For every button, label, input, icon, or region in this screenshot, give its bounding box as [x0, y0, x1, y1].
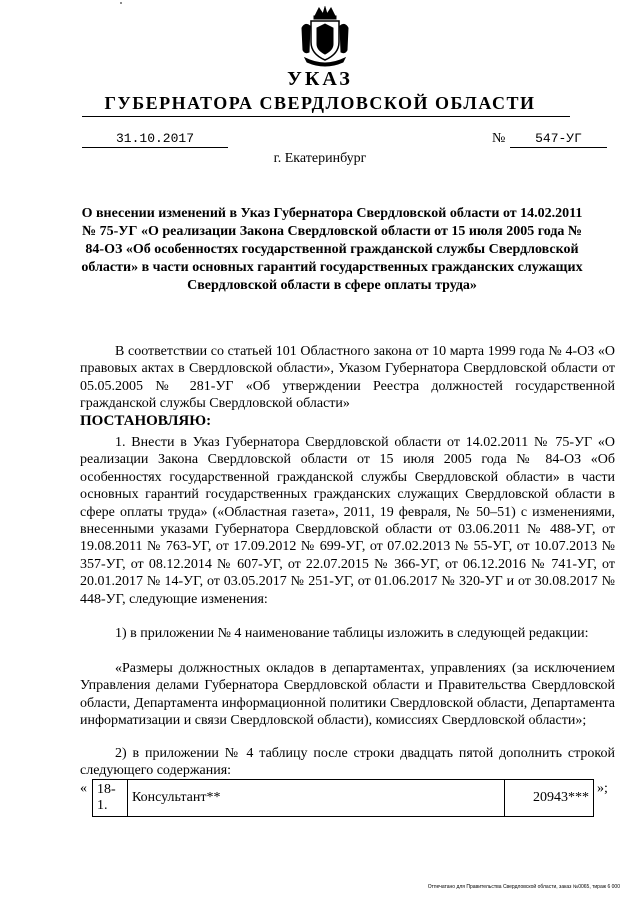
item-1-paragraph: 1. Внести в Указ Губернатора Свердловской области от 14.02.2011 № 75-УГ «О реализации Закона Свердловской области от 15 июля 2005 года № 84-ОЗ «Об особенностях государственной гражданской службы Свердловской области» в части основных гарантий государственных гражданских служащих Свердловской области в сфере оплаты труда» («Областная газета», 2011, 19 февраля, № 50–51) с изменениями, внесенными указами Губернатора Свердловской области от 03.06.2011 № 488-УГ, от 19.08.2011 № 763-УГ, от 17.09.2012 № 699-УГ, от 07.02.2013 № 55-УГ, от 10.07.2013 № 357-УГ, от 08.12.2014 № 607-УГ, от 22.07.2015 № 366-УГ, от 06.12.2016 № 741-УГ, от 20.01.2017 № 14-УГ, от 03.05.2017 № 251-УГ, от 01.06.2017 № 320-УГ и от 30.08.2017 № 448-УГ, следующие изменения: — [80, 435, 615, 607]
scan-dot — [120, 2, 122, 4]
sub-2-block — [80, 745, 615, 780]
document-title: УКАЗ — [287, 68, 353, 90]
sub-item-2-paragraph: 2) в приложении № 4 таблицу после строки двадцать пятой дополнить строкой следующего содержания: — [80, 746, 615, 779]
decree-heading: ПОСТАНОВЛЯЮ: — [80, 412, 212, 429]
intro-paragraph-block — [80, 343, 615, 430]
city: г. Екатеринбург — [273, 151, 367, 166]
coat-of-arms-emblem — [299, 6, 351, 68]
item-1-block — [80, 434, 615, 608]
table-cell-position: Консультант** — [128, 780, 505, 817]
sub-1-block — [80, 625, 615, 642]
table-cell-salary: 20943*** — [505, 780, 594, 817]
intro-paragraph: В соответствии со статьей 101 Областного закона от 10 марта 1999 года № 4-ОЗ «О правовых актах в Свердловской области», Указом Губернатора Свердловской области от 05.05.2005 № 281-УГ «Об утверждении Реестра должностей государственной гражданской службы Свердловской области» — [80, 344, 615, 412]
decree-subject: О внесении изменений в Указ Губернатора Свердловской области от 14.02.2011 № 75-УГ «О реализации Закона Свердловской области от 15 июля 2005 года № 84-ОЗ «Об особенностях государственной гражданской службы Свердловской области» в части основных гарантий государственных гражданских служащих Свердловской области в сфере оплаты труда» — [81, 206, 583, 293]
decree-number: 547-УГ — [510, 131, 607, 148]
table-cell-number: 18-1. — [93, 780, 128, 817]
decree-date: 31.10.2017 — [82, 131, 228, 148]
header-divider — [82, 116, 570, 117]
quoted-table-title: «Размеры должностных окладов в департаментах, управлениях (за исключением Управления делами Губернатора Свердловской области и Правительства Свердловской области, Департамента информационной политики Свердловской области, Департамента информатизации и связи Свердловской области), комиссиях Свердловской области»; — [80, 661, 615, 729]
quote-block — [80, 660, 615, 730]
print-footer: Отпечатано для Правительства Свердловской области, заказ №0065, тираж 6 000 — [427, 884, 620, 890]
sub-item-1-paragraph: 1) в приложении № 4 наименование таблицы изложить в следующей редакции: — [115, 626, 589, 641]
table-row — [93, 780, 594, 817]
table-open-quote: « — [80, 781, 87, 796]
decree-number-label: № — [492, 131, 506, 146]
table-close-quote: »; — [597, 781, 608, 796]
inserted-table-row — [92, 779, 594, 817]
document-subtitle: ГУБЕРНАТОРА СВЕРДЛОВСКОЙ ОБЛАСТИ — [104, 93, 536, 113]
